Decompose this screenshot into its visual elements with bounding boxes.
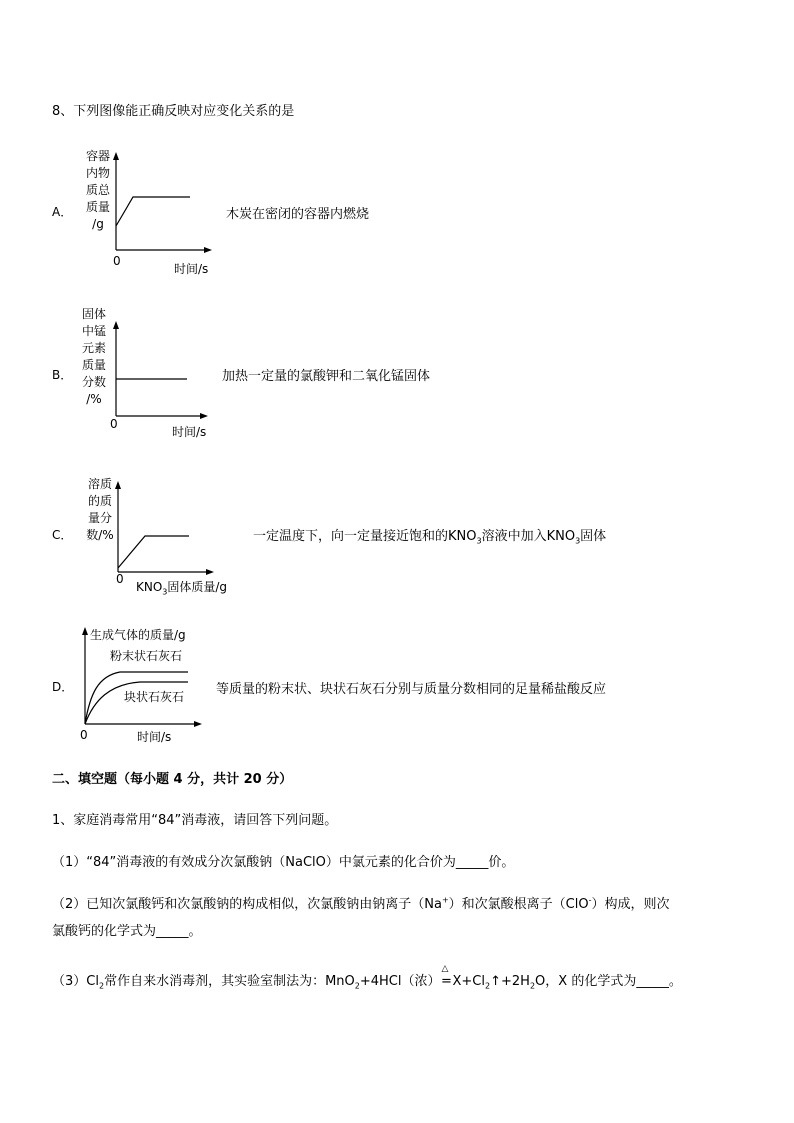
option-c-x-arrow (206, 569, 214, 575)
option-d-curve-label-lump: 块状石灰石 (124, 690, 185, 704)
option-c-description (253, 525, 606, 546)
option-c-desc-sub: 3 (476, 536, 482, 546)
option-a-graph (108, 150, 218, 260)
heating-triangle-icon: △ (441, 964, 449, 974)
option-d-origin: 0 (80, 728, 88, 742)
option-b-xlabel: 时间/s (172, 425, 207, 439)
q1-p3-text: X+Cl (452, 974, 485, 989)
option-c-y-arrow (115, 481, 121, 489)
option-a-y-arrow (113, 152, 119, 160)
option-d-description: 等质量的粉末状、块状石灰石分别与质量分数相同的足量稀盐酸反应 (216, 682, 607, 697)
equals-sign: = (441, 974, 452, 989)
option-a-origin: 0 (113, 254, 121, 268)
option-d-xlabel: 时间/s (137, 730, 172, 744)
option-c-ylabel-line: 数/% (86, 528, 114, 542)
question-1-part-3 (52, 964, 682, 991)
question-1-part-1: （1）“84”消毒液的有效成分次氯酸钠（NaClO）中氯元素的化合价为_____价。 (52, 855, 515, 870)
option-c-desc-part: 固体 (580, 529, 607, 544)
option-d-letter: D． (52, 680, 74, 694)
q1-p3-text: 常作自来水消毒剂，其实验室制法为：MnO (104, 974, 355, 989)
option-a-ylabel-line: 质总 (85, 183, 110, 197)
option-c-xlabel (136, 578, 227, 596)
question-1-part-2-line-2: 氯酸钙的化学式为_____。 (52, 924, 202, 939)
option-b-y-arrow (113, 321, 119, 329)
option-d-graph (80, 624, 210, 730)
q1-p2-text: ）和次氯酸根离子（ClO (448, 897, 589, 912)
q1-p2-text: ）构成，则次 (591, 897, 670, 912)
option-a-curve (116, 197, 190, 226)
option-c-xlabel-main: KNO (136, 580, 163, 594)
option-b-ylabel-line: 固体 (81, 307, 106, 321)
option-c-xlabel-sub: 3 (162, 587, 168, 597)
option-a-xlabel: 时间/s (174, 262, 209, 276)
q1-p3-text: +4HCl（浓） (359, 974, 441, 989)
option-d-y-arrow (82, 627, 88, 635)
question-1-part-2-line-1 (52, 893, 670, 912)
option-b-graph (108, 318, 218, 422)
option-b-ylabel-line: /% (86, 392, 102, 406)
q1-p3-text: +2H (501, 974, 530, 989)
question-8-title: 8、下列图像能正确反映对应变化关系的是 (52, 104, 295, 119)
option-b-origin: 0 (110, 417, 118, 431)
q1-p2-charge: + (441, 895, 449, 905)
option-b-ylabel-line: 分数 (81, 375, 106, 389)
q1-p3-text: （3）Cl (52, 974, 99, 989)
option-c-ylabel-line: 量分 (87, 511, 112, 525)
option-c-graph (110, 478, 220, 578)
gas-up-arrow-icon: ↑ (490, 974, 501, 989)
option-b-description: 加热一定量的氯酸钾和二氧化锰固体 (222, 369, 431, 384)
question-1-stem: 1、家庭消毒常用“84”消毒液，请回答下列问题。 (52, 813, 338, 828)
option-c-xlabel-tail: 固体质量/g (167, 580, 228, 594)
q1-p2-text: （2）已知次氯酸钙和次氯酸钠的构成相似，次氯酸钠由钠离子（Na (52, 897, 442, 912)
option-c-desc-part: 溶液中加入KNO (481, 529, 576, 544)
option-b-x-arrow (200, 413, 208, 419)
option-a-letter: A． (52, 205, 73, 219)
option-c-origin: 0 (116, 572, 124, 586)
q1-p3-sub: 2 (354, 981, 360, 991)
option-c-desc-part: 一定温度下，向一定量接近饱和的KNO (253, 529, 477, 544)
option-d-ylabel: 生成气体的质量/g (90, 628, 186, 642)
option-d-x-arrow (194, 721, 202, 727)
q1-p3-text: O，X 的化学式为_____。 (535, 974, 682, 989)
q1-p3-sub: 2 (485, 981, 491, 991)
option-c-letter: C． (52, 528, 73, 542)
option-c-ylabel-line: 的质 (87, 494, 112, 508)
option-a-ylabel-line: /g (92, 217, 104, 231)
option-c-ylabel-line: 溶质 (87, 477, 112, 491)
option-b-letter: B． (52, 368, 73, 382)
option-b-ylabel-line: 质量 (81, 358, 106, 372)
option-b-ylabel-line: 元素 (81, 341, 106, 355)
option-a-description: 木炭在密闭的容器内燃烧 (226, 207, 370, 222)
option-c-desc-sub: 3 (575, 536, 581, 546)
heating-equals-sign (441, 964, 453, 989)
option-a-ylabel-line: 内物 (85, 166, 110, 180)
option-b-ylabel-line: 中锰 (81, 324, 106, 338)
option-a-ylabel-line: 容器 (85, 149, 110, 163)
q1-p2-charge: - (588, 895, 592, 905)
q1-p3-sub: 2 (98, 981, 105, 991)
option-d-curve-label-powder: 粉末状石灰石 (110, 649, 183, 663)
option-a-ylabel-line: 质量 (85, 200, 110, 214)
q1-p3-sub: 2 (529, 981, 536, 991)
option-a-x-arrow (204, 247, 212, 253)
option-c-curve (118, 536, 189, 568)
section-2-heading: 二、填空题（每小题 4 分，共计 20 分） (52, 772, 293, 787)
